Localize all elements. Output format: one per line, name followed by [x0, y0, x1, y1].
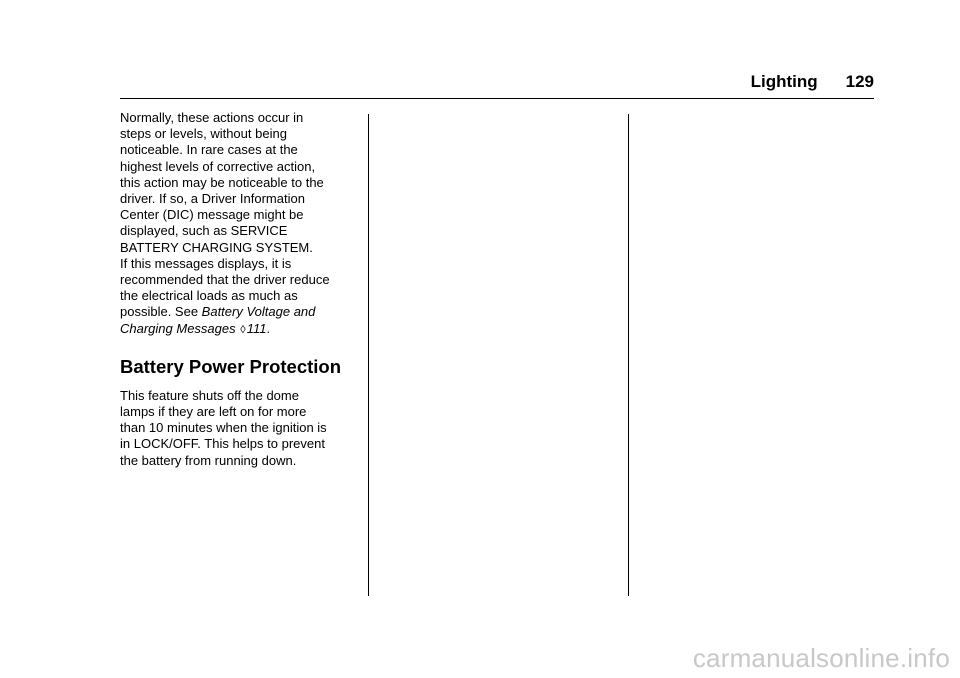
watermark: carmanualsonline.info [692, 643, 950, 673]
text-line: than 10 minutes when the ignition is [120, 420, 327, 436]
page-reference-icon: ◊ [240, 323, 246, 336]
text-line: steps or levels, without being [120, 126, 287, 142]
text-line: recommended that the driver reduce [120, 272, 330, 288]
text-column [120, 110, 360, 469]
text-line: Normally, these actions occur in [120, 110, 304, 125]
text-line: the electrical loads as much as [120, 288, 298, 304]
text-line: noticeable. In rare cases at the [120, 142, 298, 158]
text-line: highest levels of corrective action, [120, 158, 316, 174]
page-number: 129 [845, 72, 874, 91]
column-divider-left [368, 114, 369, 596]
text-line: the battery from running down. [120, 452, 297, 468]
text-line: possible. See [120, 304, 202, 320]
cross-reference-link[interactable]: Charging Messages [120, 320, 236, 336]
text-line: lamps if they are left on for more [120, 404, 307, 420]
header-rule [120, 98, 874, 99]
text-line: If this messages displays, it is [120, 255, 292, 271]
text-line: BATTERY CHARGING SYSTEM. [120, 239, 313, 255]
text-line: this action may be noticeable to the [120, 174, 324, 190]
text-punctuation: . [266, 320, 271, 336]
text-line: driver. If so, a Driver Information [120, 191, 305, 207]
text-line: displayed, such as SERVICE [120, 223, 288, 239]
column-divider-right [628, 114, 629, 596]
cross-reference-link[interactable]: Battery Voltage and [201, 304, 316, 320]
section-title: Lighting [750, 72, 818, 91]
paragraph-1 [120, 110, 360, 256]
text-line: This feature shuts off the dome [120, 387, 299, 403]
text-line: Center (DIC) message might be [120, 207, 304, 223]
page-reference-number[interactable]: 111 [246, 320, 267, 336]
text-line: in LOCK/OFF. This helps to prevent [120, 436, 325, 452]
paragraph-2 [120, 256, 360, 338]
section-heading: Battery Power Protection [120, 355, 342, 377]
paragraph-3 [120, 388, 360, 469]
running-head [751, 70, 874, 94]
